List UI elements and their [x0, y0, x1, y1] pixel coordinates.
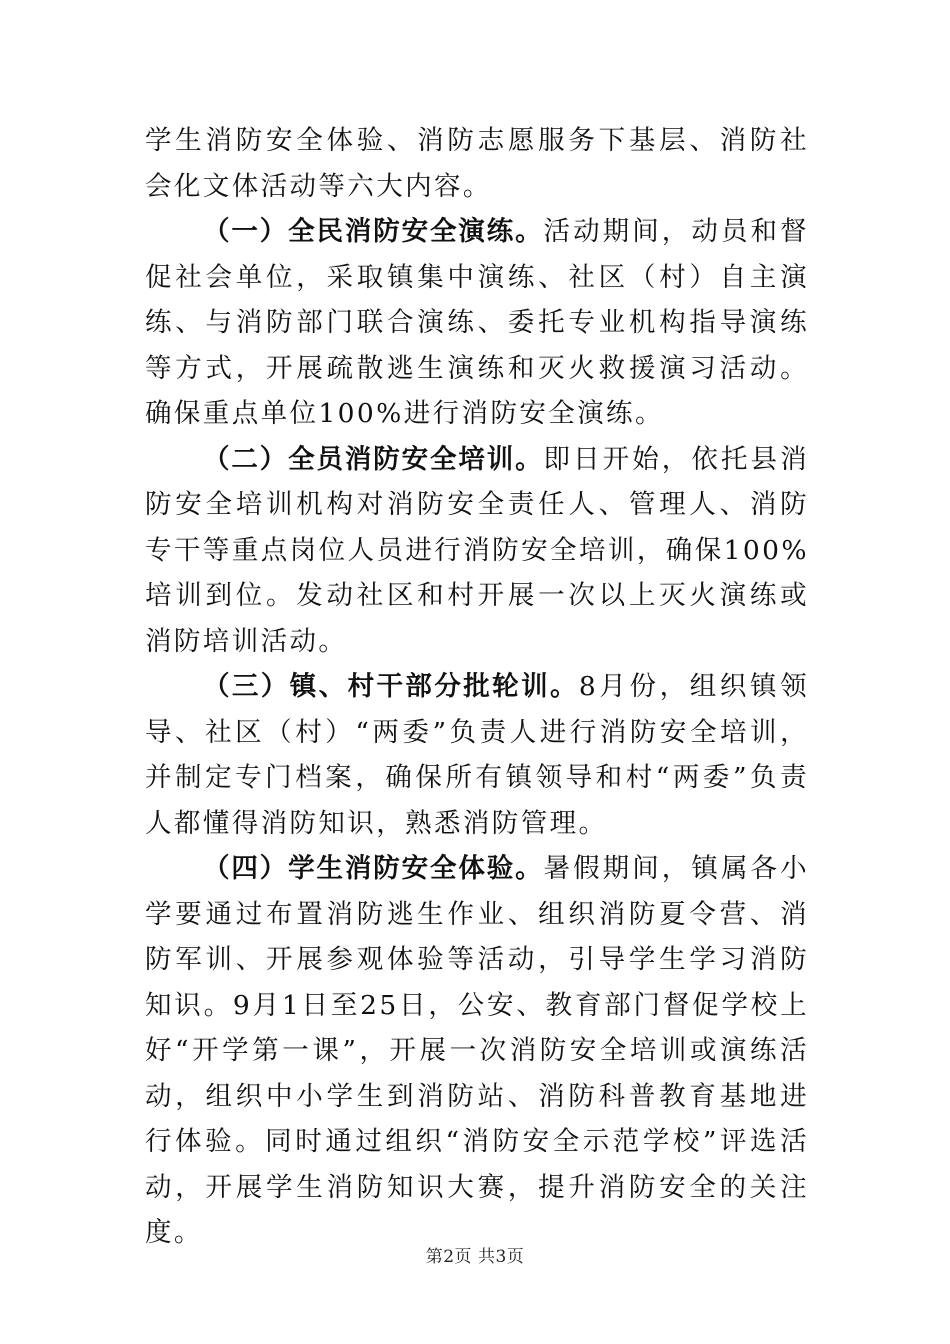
section-heading: （四）学生消防安全体验。 [203, 853, 544, 884]
paragraph-text: 8月份，组织镇领导、社区（村）“两委”负责人进行消防安全培训，并制定专门档案，确保所有镇领导和村“两委”负责人都懂得消防知识，熟悉消防管理。 [145, 671, 809, 839]
paragraph-text: 即日开始，依托县消防安全培训机构对消防安全责任人、管理人、消防专干等重点岗位人员进行消防安全培训，确保100%培训到位。发动社区和村开展一次以上灭火演练或消防培训活动。 [145, 443, 809, 657]
paragraph-continuation [145, 118, 809, 209]
paragraph-text: 暑假期间，镇属各小学要通过布置消防逃生作业、组织消防夏令营、消防军训、开展参观体验等活动，引导学生学习消防知识。9月1日至25日，公安、教育部门督促学校上好“开学第一课”，开展一次消防安全培训或演练活动，组织中小学生到消防站、消防科普教育基地进行体验。同时通过组织“消防安全示范学校”评选活动，开展学生消防知识大赛，提升消防安全的关注度。 [145, 853, 809, 1248]
paragraph-student-experience [145, 846, 809, 1256]
document-body [145, 118, 809, 1256]
section-heading: （三）镇、村干部分批轮训。 [203, 671, 579, 702]
section-heading: （二）全员消防安全培训。 [203, 443, 544, 475]
section-heading: （一）全民消防安全演练。 [203, 216, 544, 247]
page-number-footer: 第2页 共3页 [425, 1247, 525, 1267]
paragraph-cadre-rotation [145, 664, 809, 846]
paragraph-text: 活动期间，动员和督促社会单位，采取镇集中演练、社区（村）自主演练、与消防部门联合演练、委托专业机构指导演练等方式，开展疏散逃生演练和灭火救援演习活动。确保重点单位100%进行消防安全演练。 [145, 216, 809, 429]
paragraph-training [145, 437, 809, 665]
paragraph-drill [145, 209, 809, 437]
paragraph-text: 学生消防安全体验、消防志愿服务下基层、消防社会化文体活动等六大内容。 [145, 125, 809, 202]
